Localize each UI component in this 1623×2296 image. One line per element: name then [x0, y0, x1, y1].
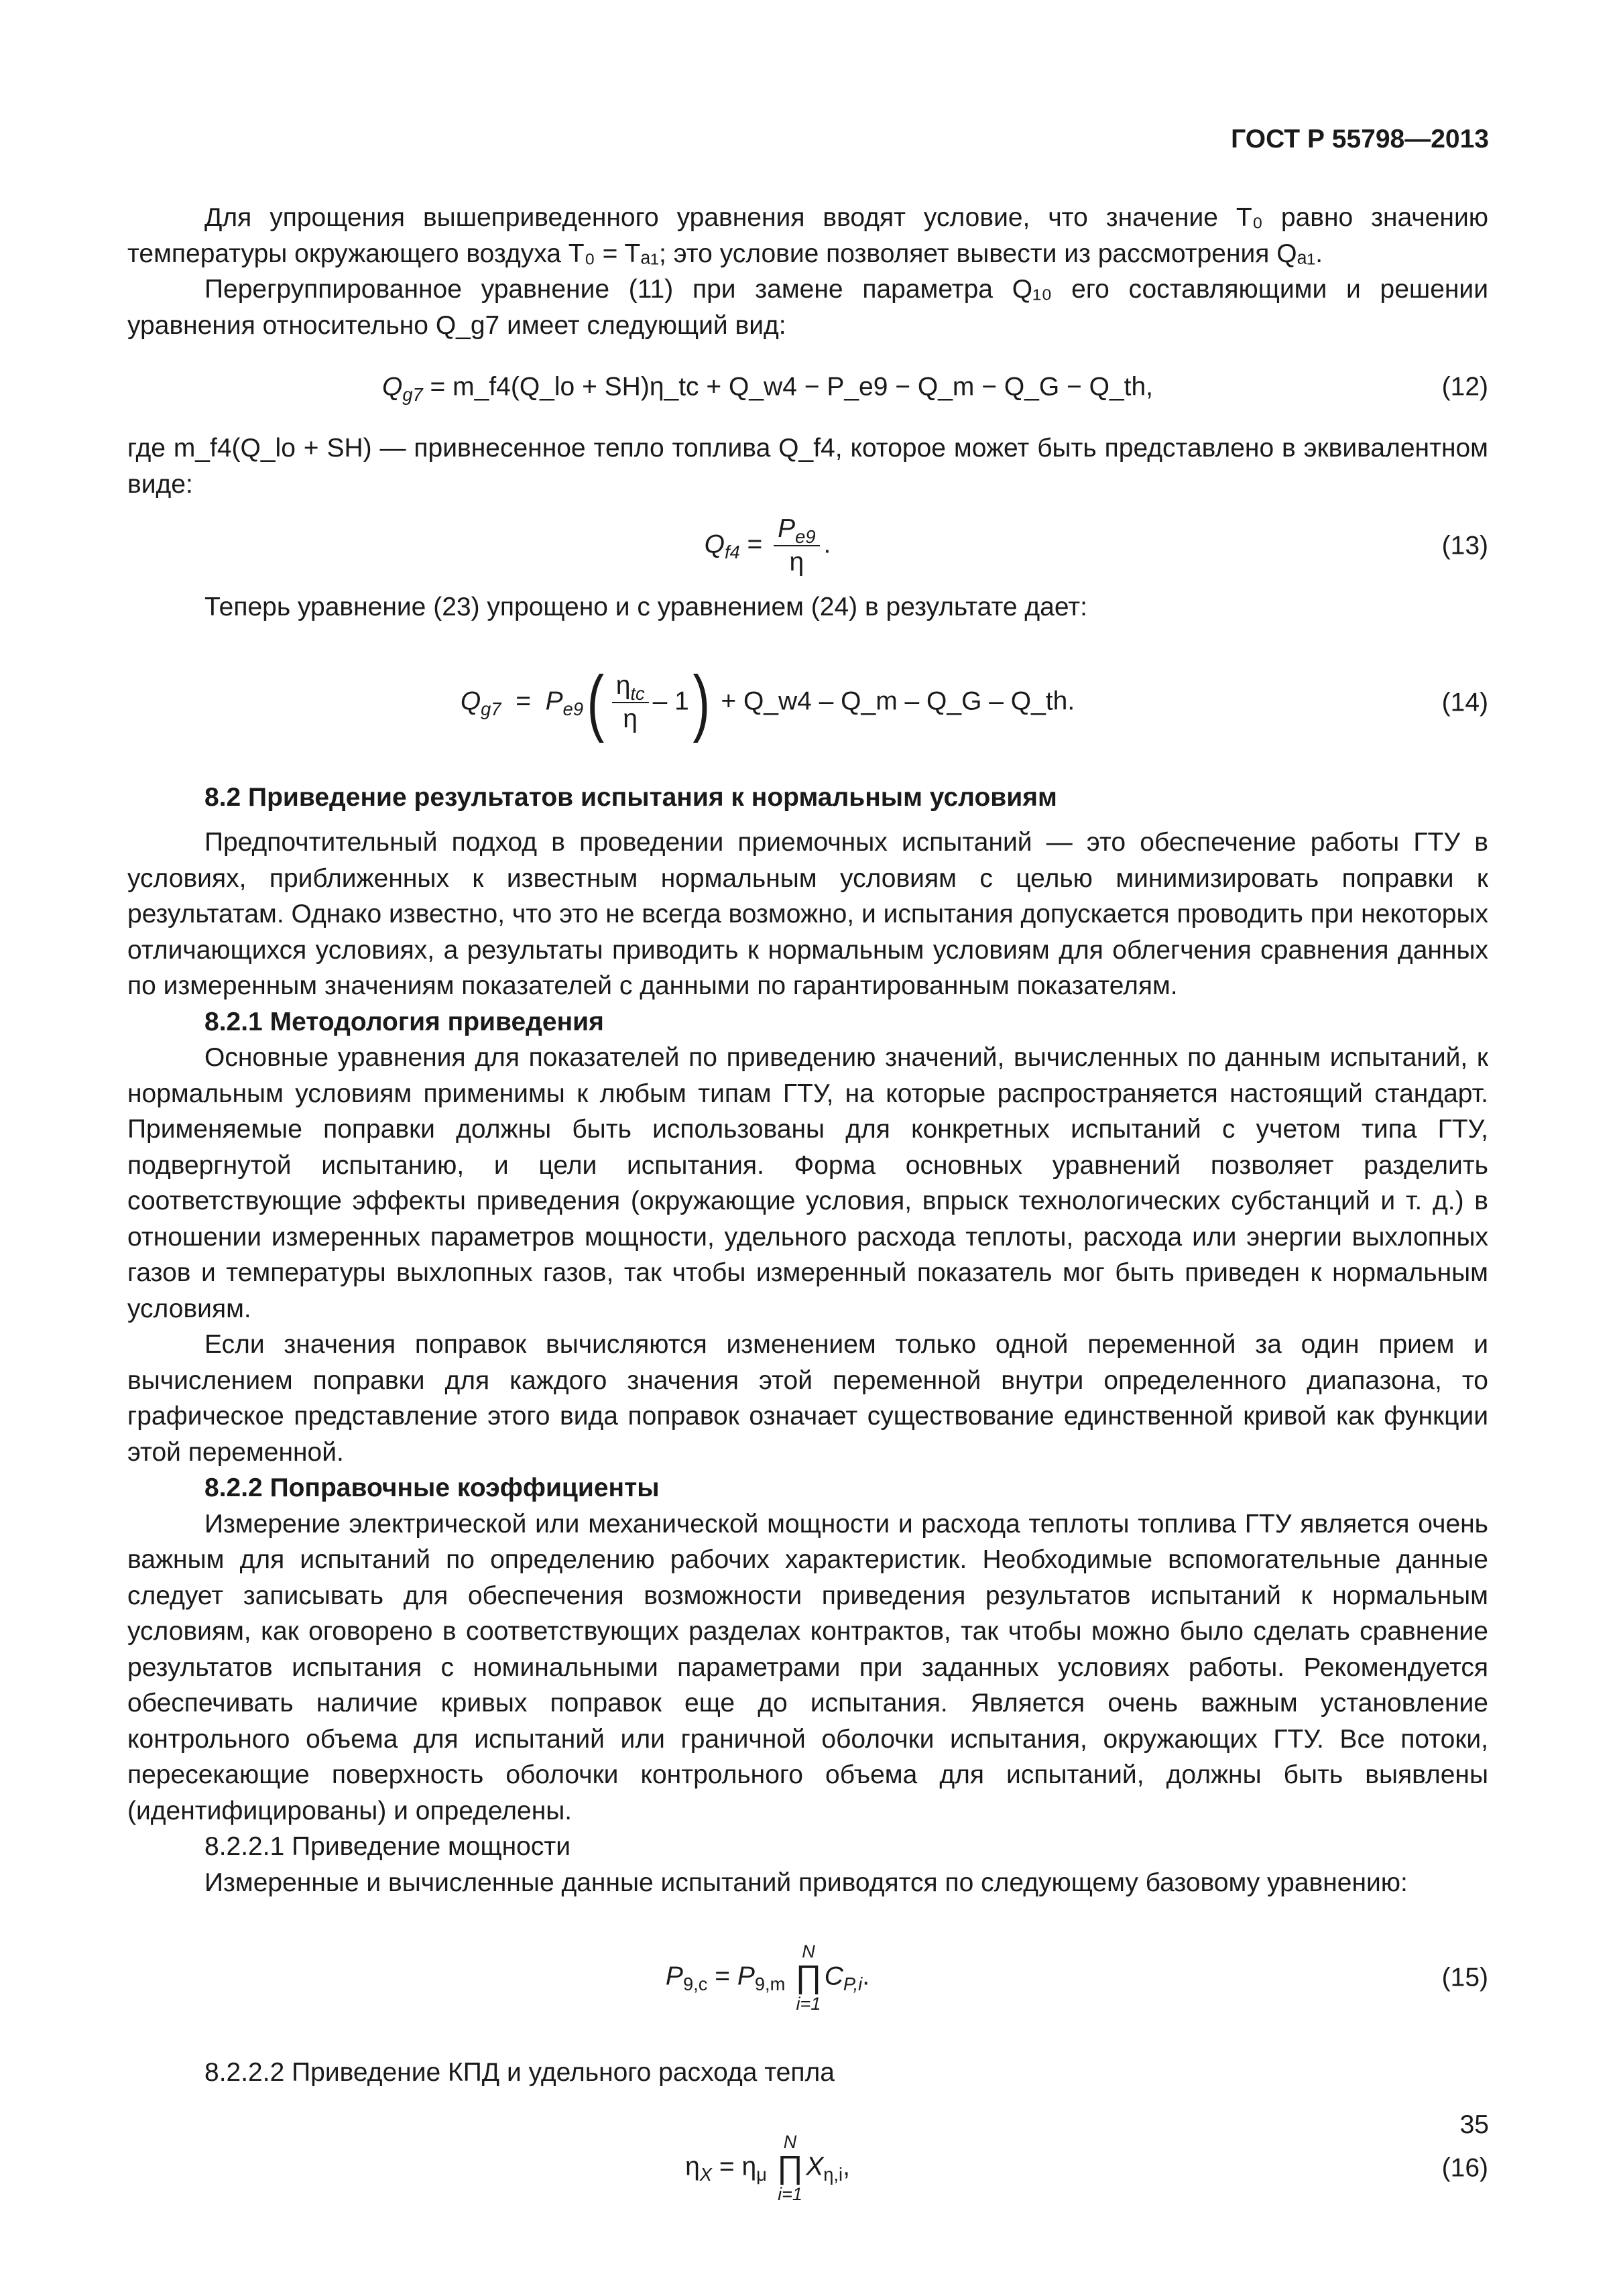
page-number: 35: [1459, 2110, 1489, 2139]
section-heading-8-2: 8.2 Приведение результатов испытания к нормальным условиям: [204, 782, 1057, 812]
paragraph-correction-curve: Если значения поправок вычисляются изменением только одной переменной за один прием и вычислением поправки для каждого значения этой переменной внутри определенного диапазона, то графическое представление этого вида поправок означает существование единственной кривой как функции этой переменной.: [127, 1330, 1488, 1467]
equation-16-body: $\eta_X = \eta_\mu$ N ∏ i=1 $X_{\eta,i}$,: [685, 2131, 850, 2204]
section-heading-8-2-2: 8.2.2 Поправочные коэффициенты: [204, 1473, 660, 1502]
equation-15: [127, 1900, 1488, 2055]
equation-12-rhs: = m_f4(Q_lo + SH)η_tc + Q_w4 − P_e9 − Q_m − Q_G − Q_th,: [430, 372, 1154, 402]
fraction: $\frac{P_{e9}}{\eta}$: [774, 513, 819, 579]
paragraph-base-equation: Измеренные и вычисленные данные испытаний приводятся по следующему базовому уравнению:: [204, 1868, 1408, 1897]
product-operator: N ∏ i=1: [776, 2131, 804, 2204]
equation-12-body: $Q_{g7}$ = m_f4(Q_lo + SH)η_tc + Q_w4 − P_e9 − Q_m − Q_G − Q_th,: [381, 372, 1154, 406]
equation-14-number: (14): [1441, 687, 1488, 717]
section-heading-8-2-1: 8.2.1 Методология приведения: [204, 1007, 604, 1036]
paragraph-simplification: Для упрощения вышеприведенного уравнения вводят условие, что значение T₀ равно значению температуры окружающего воздуха T₀ = Tₐ₁; это условие позволяет вывести из рассмотрения Qₐ₁.: [127, 203, 1488, 268]
paragraph-simplified-equation: Теперь уравнение (23) упрощено и с уравнением (24) в результате дает:: [204, 593, 1087, 621]
paragraph-correction-factors: Измерение электрической или механической мощности и расхода теплоты топлива ГТУ является очень важным для испытаний по определению рабочих характеристик. Необходимые вспомогательные данные следует записывать для обеспечения возможности приведения результатов испытаний к нормальным условиям, как оговорено в соответствующих разделах контрактов, так чтобы можно было сделать сравнение результатов испытания с номинальными параметрами при заданных условиях работы. Рекомендуется обеспечивать наличие кривых поправок еще до испытания. Является очень важным установление контрольного объема для испытаний или граничной оболочки испытания, окружающих ГТУ. Все потоки, пересекающие поверхность оболочки контрольного объема для испытаний, должны быть выявлены (идентифицированы) и определены.: [127, 1509, 1488, 1825]
equation-15-body: $P_{9,c} = P_{9,m}$ N ∏ i=1 $C_{P,i}$.: [665, 1941, 870, 2014]
equation-13: [127, 502, 1488, 589]
subsection-8-2-2-1: 8.2.2.1 Приведение мощности: [204, 1832, 570, 1861]
equation-16: [127, 2091, 1488, 2245]
equation-14-body: $Q_{g7} = P_{e9}$( $\frac{\eta_{tc}}{\eta}$ – 1) + Q_w4 – Q_m – Q_G – Q_th.: [460, 660, 1075, 743]
subsection-8-2-2-2: 8.2.2.2 Приведение КПД и удельного расхода тепла: [204, 2058, 835, 2087]
equation-14: [127, 625, 1488, 780]
paragraph-regrouped-equation: Перегруппированное уравнение (11) при замене параметра Q₁₀ его составляющими и решении уравнения относительно Q_g7 имеет следующий вид:: [127, 275, 1488, 340]
equation-13-number: (13): [1441, 531, 1488, 560]
equation-12: [127, 343, 1488, 430]
equation-16-number: (16): [1441, 2153, 1488, 2182]
fraction: $\frac{\eta_{tc}}{\eta}$: [612, 670, 649, 735]
equation-13-body: $Q_{f4}$ = $\frac{P_{e9}}{\eta}$ .: [127, 513, 1408, 579]
paragraph-preferred-approach: Предпочтительный подход в проведении приемочных испытаний — это обеспечение работы ГТУ в условиях, приближенных к известным нормальным условиям с целью минимизировать поправки к результатам. Однако известно, что это не всегда возможно, и испытания допускается проводить при некоторых отличающихся условиях, а результаты приводить к нормальным условиям для облегчения сравнения данных по измеренным значениям показателей с данными по гарантированным показателям.: [127, 828, 1488, 1000]
equation-15-number: (15): [1441, 1963, 1488, 1992]
document-body: [127, 200, 1488, 2245]
equation-12-number: (12): [1441, 372, 1488, 402]
standard-code-header: ГОСТ Р 55798—2013: [1231, 125, 1489, 154]
paragraph-where-clause: где m_f4(Q_lo + SH) — привнесенное тепло топлива Q_f4, которое может быть представлено в эквивалентном виде:: [127, 434, 1488, 499]
product-operator: N ∏ i=1: [795, 1941, 822, 2014]
paragraph-methodology: Основные уравнения для показателей по приведению значений, вычисленных по данным испытаний, к нормальным условиям применимы к любым типам ГТУ, на которые распространяется настоящий стандарт. Применяемые поправки должны быть использованы для конкретных испытаний с учетом типа ГТУ, подвергнутой испытанию, и цели испытания. Форма основных уравнений позволяет разделить соответствующие эффекты приведения (окружающие условия, впрыск технологических субстанций и т. д.) в отношении измеренных параметров мощности, удельного расхода теплоты, расхода или энергии выхлопных газов и температуры выхлопных газов, так чтобы измеренный показатель мог быть приведен к нормальным условиям.: [127, 1043, 1488, 1323]
